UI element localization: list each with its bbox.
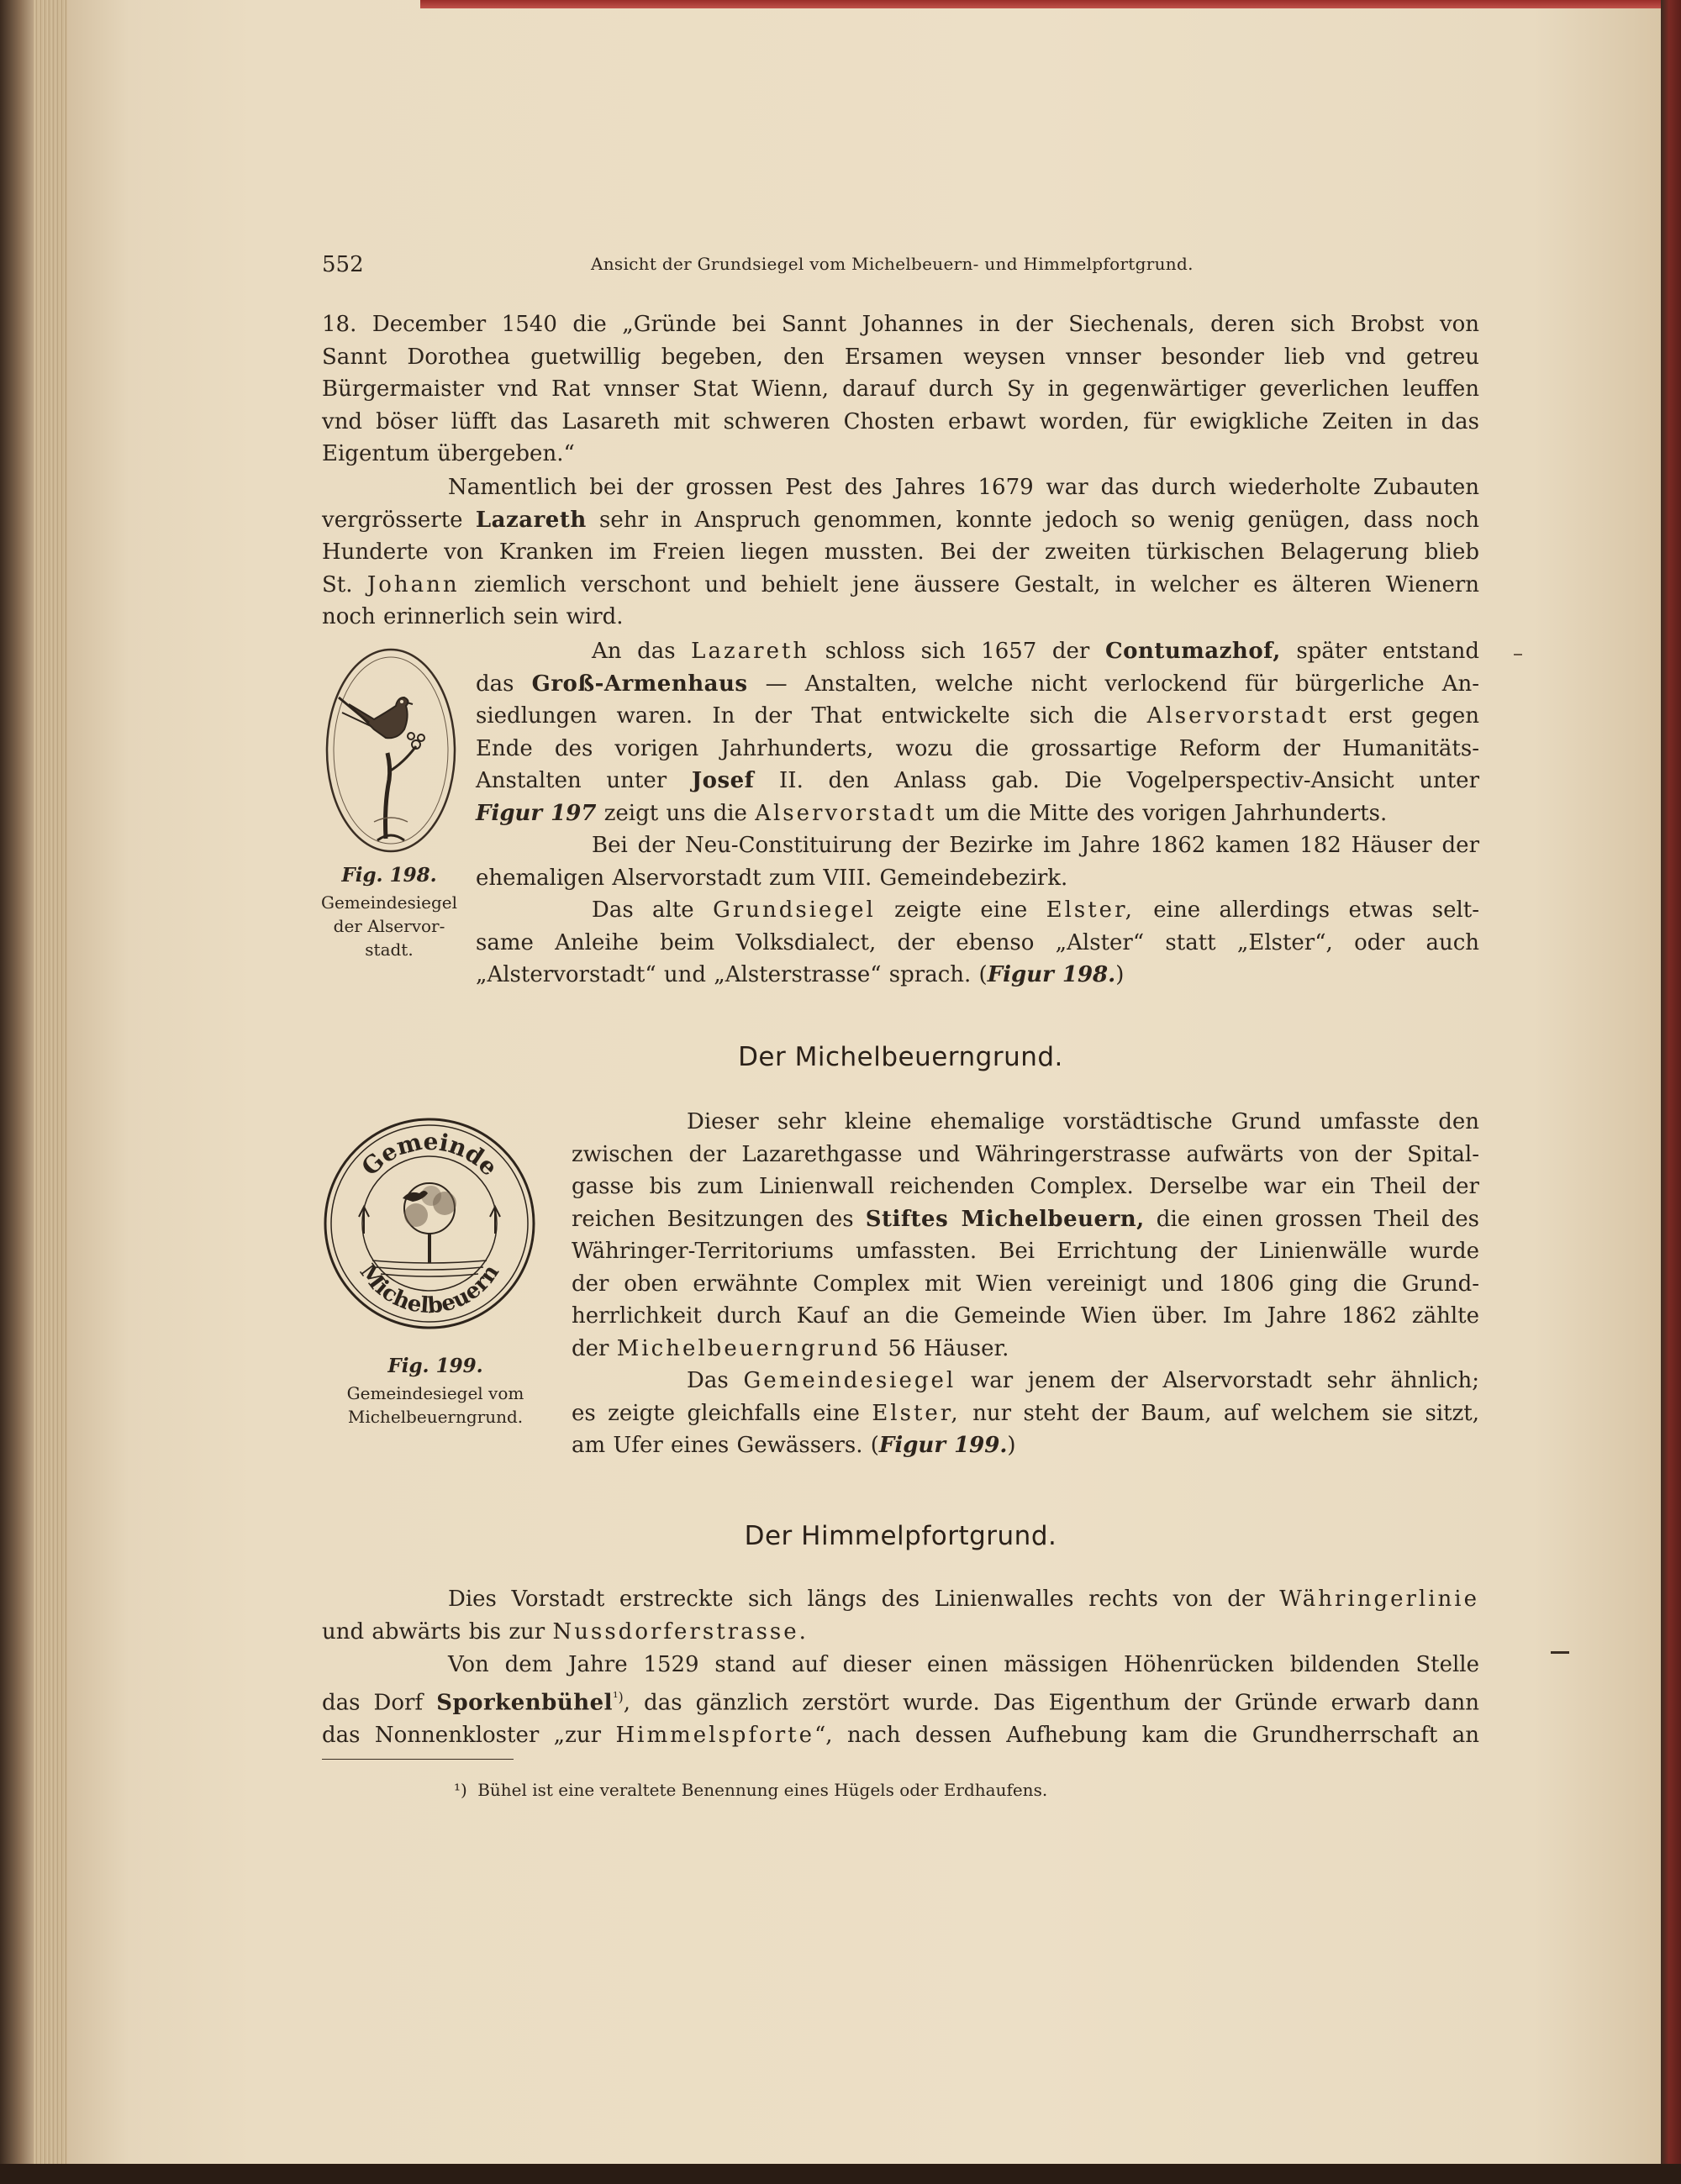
- figure-reference: Figur 197: [476, 800, 597, 826]
- figure-reference: Figur 199.: [878, 1433, 1008, 1458]
- text-line: Bürgermaister vnd Rat vnnser Stat Wienn, darauf durch Sy in gegenwärtiger geverlichen leuffen: [322, 376, 1479, 402]
- text-line: und abwärts bis zur Nussdorferstrasse.: [322, 1618, 809, 1645]
- fig198-seal-image: [324, 645, 458, 855]
- text-line: siedlungen waren. In der That entwickelte sich die Alservorstadt erst gegen: [476, 703, 1479, 729]
- caption-line: der Alservor-: [333, 916, 445, 936]
- scan-bottom-edge: [0, 2164, 1681, 2184]
- caption-line: stadt.: [365, 939, 414, 960]
- text-line: das Dorf Sporkenbühel$^{^1)}$, das gänzlich zerstört wurde. Das Eigenthum der Gründe erwarb dann: [322, 1688, 1480, 1716]
- text-line: Währinger-Territoriums umfassten. Bei Errichtung der Linienwälle wurde: [572, 1239, 1479, 1264]
- caption-line: Gemeindesiegel vom: [346, 1383, 524, 1403]
- text-line: Hunderte von Kranken im Freien liegen mussten. Bei der zweiten türkischen Belagerung blieb: [322, 539, 1479, 565]
- section-heading-michelbeuerngrund: Der Michelbeuerngrund.: [738, 1042, 1063, 1072]
- siegel-paragraph: [476, 894, 1479, 992]
- text-line: Dieser sehr kleine ehemalige vorstädtische Grund umfasste den: [687, 1109, 1479, 1134]
- text-line: same Anleihe beim Volksdialect, der ebenso „Alster“ statt „Elster“, oder auch: [476, 929, 1479, 955]
- text-line: das Groß-Armenhaus — Anstalten, welche nicht verlockend für bürgerliche An-: [476, 671, 1480, 697]
- text-line: „Alstervorstadt“ und „Alsterstrasse“ sprach. (Figur 198.): [476, 962, 1125, 987]
- footnote-mark: ¹): [454, 1780, 467, 1800]
- text-line: vergrösserte Lazareth sehr in Anspruch genommen, konnte jedoch so wenig genügen, dass noch: [322, 507, 1480, 533]
- text-line: herrlichkeit durch Kauf an die Gemeinde Wien über. Im Jahre 1862 zählte: [572, 1303, 1479, 1329]
- neu-paragraph: [476, 829, 1479, 894]
- text-line: 18. December 1540 die „Gründe bei Sannt Johannes in der Siechenals, deren sich Brobst von: [322, 312, 1479, 337]
- section-heading-himmelpfortgrund: Der Himmelpfortgrund.: [744, 1521, 1057, 1551]
- fraktur-word: Lazareth: [475, 507, 587, 533]
- fraktur-word: Groß-Armenhaus: [531, 671, 748, 697]
- text-line: Sannt Dorothea guetwillig begeben, den Ersamen weysen vnnser besonder lieb vnd getreu: [322, 344, 1479, 370]
- fig198-caption: [318, 864, 461, 961]
- text-line: reichen Besitzungen des Stiftes Michelbeuern, die einen grossen Theil des: [572, 1206, 1479, 1232]
- pest-paragraph: [322, 471, 1479, 634]
- text-line: St. Johann ziemlich verschont und behielt jene äussere Gestalt, in welcher es älteren Wienern: [322, 571, 1480, 597]
- footnote-ref[interactable]: ¹): [613, 1688, 624, 1705]
- page-edges: [34, 0, 67, 2184]
- intro-paragraph: [322, 308, 1479, 471]
- footnote-text: Bühel ist eine veraltete Benennung eines Hügels oder Erdhaufens.: [477, 1780, 1048, 1800]
- fig199-seal-image: [322, 1116, 537, 1331]
- seal-bottom-text: Michelbeuern: [354, 1260, 505, 1319]
- text-line: am Ufer eines Gewässers. (Figur 199.): [572, 1433, 1016, 1458]
- text-line: der oben erwähnte Complex mit Wien vereinigt und 1806 ging die Grund-: [572, 1271, 1479, 1297]
- michel-siegel-paragraph: [572, 1365, 1479, 1462]
- text-line: der Michelbeuerngrund 56 Häuser.: [572, 1335, 1009, 1361]
- text-line: Von dem Jahre 1529 stand auf dieser einen mässigen Höhenrücken bildenden Stelle: [448, 1652, 1479, 1677]
- text-line: Bei der Neu-Constituirung der Bezirke im Jahre 1862 kamen 182 Häuser der: [592, 833, 1479, 858]
- himmel-paragraph: [322, 1583, 1479, 1648]
- text-line: An das Lazareth schloss sich 1657 der Contumazhof, später entstand: [592, 639, 1479, 664]
- caption-line: Michelbeuerngrund.: [347, 1407, 524, 1427]
- text-line: Das Gemeindesiegel war jenem der Alservorstadt sehr ähnlich;: [687, 1368, 1480, 1393]
- text-line: zwischen der Lazarethgasse und Währingerstrasse aufwärts von der Spital-: [572, 1141, 1479, 1167]
- fig199-label: Fig. 199.: [387, 1355, 483, 1377]
- fraktur-word: Sporkenbühel: [436, 1690, 614, 1716]
- text-line: Dies Vorstadt erstreckte sich längs des Linienwalles rechts von der Währingerlinie: [448, 1587, 1480, 1612]
- fraktur-word: Contumazhof,: [1104, 639, 1281, 664]
- fraktur-word: Josef: [691, 768, 755, 793]
- fig199-caption: [335, 1355, 536, 1429]
- text-line: das Nonnenkloster „zur Himmelspforte“, nach dessen Aufhebung kam die Grundherrschaft an: [322, 1722, 1479, 1748]
- fraktur-word: Stiftes Michelbeuern,: [865, 1206, 1145, 1232]
- page-number: 552: [322, 252, 364, 277]
- text-line: Anstalten unter Josef II. den Anlass gab. Die Vogelperspectiv-Ansicht unter: [476, 768, 1480, 793]
- footnote: [454, 1780, 1047, 1800]
- scan-mark: [1514, 654, 1522, 655]
- running-title: Ansicht der Grundsiegel vom Michelbeuern- und Himmelpfortgrund.: [591, 254, 1194, 274]
- book-cover-edge: [1661, 0, 1681, 2184]
- seal-top-text: Gemeinde: [356, 1127, 503, 1181]
- scan-mark: [1551, 1651, 1569, 1654]
- figure-reference: Figur 198.: [987, 962, 1116, 987]
- text-line: Das alte Grundsiegel zeigte eine Elster, eine allerdings etwas selt-: [592, 897, 1480, 923]
- caption-line: Gemeindesiegel: [320, 892, 458, 913]
- text-line: ehemaligen Alservorstadt zum VIII. Gemeindebezirk.: [476, 865, 1068, 891]
- text-line: vnd böser lüfft das Lasareth mit schweren Chosten erbawt worden, für ewigkliche Zeiten in das: [322, 408, 1479, 434]
- text-line: Namentlich bei der grossen Pest des Jahres 1679 war das durch wiederholte Zubauten: [448, 475, 1479, 500]
- text-line: noch erinnerlich sein wird.: [322, 604, 624, 629]
- footnote-rule: [322, 1759, 514, 1760]
- michel-paragraph: [572, 1106, 1479, 1365]
- text-line: Figur 197 zeigt uns die Alservorstadt um die Mitte des vorigen Jahrhunderts.: [476, 800, 1388, 826]
- text-line: Eigentum übergeben.“: [322, 441, 575, 466]
- text-line: es zeigte gleichfalls eine Elster, nur steht der Baum, auf welchem sie sitzt,: [572, 1400, 1480, 1426]
- himmel-history-paragraph: [322, 1649, 1479, 1751]
- book-top-edge: [420, 0, 1681, 8]
- fig198-label: Fig. 198.: [341, 864, 437, 887]
- text-line: gasse bis zum Linienwall reichenden Complex. Derselbe war ein Theil der: [572, 1174, 1479, 1199]
- lazareth-paragraph: [476, 635, 1479, 829]
- text-line: Ende des vorigen Jahrhunderts, wozu die grossartige Reform der Humanitäts-: [476, 735, 1479, 761]
